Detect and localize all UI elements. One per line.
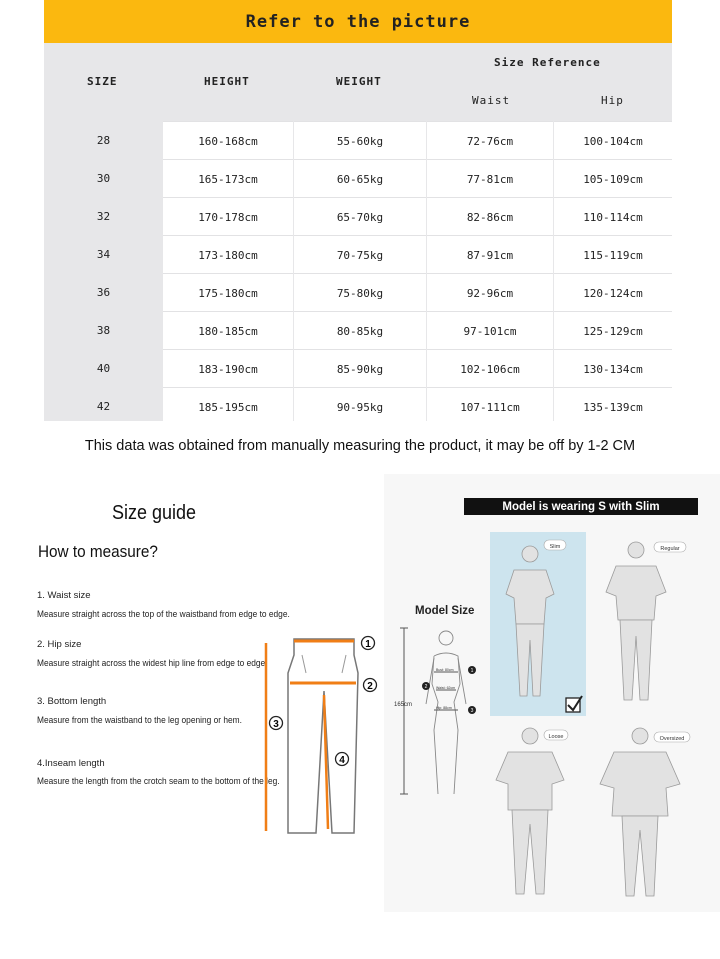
- height-cell: 160-168cm: [163, 121, 293, 160]
- table-row: [44, 311, 672, 349]
- banner-title: Refer to the picture: [245, 11, 471, 32]
- step-hip-title: 2. Hip size: [37, 639, 82, 650]
- height-cell: 175-180cm: [163, 273, 293, 312]
- header-waist: Waist: [472, 94, 511, 107]
- header-height: HEIGHT: [204, 75, 250, 88]
- size-guide: [0, 478, 380, 898]
- fit-regular-label: Regular: [660, 546, 680, 552]
- oversized-figure: [600, 728, 680, 896]
- size-cell: 36: [96, 285, 111, 299]
- model-figures: [384, 524, 720, 912]
- header-weight: WEIGHT: [336, 75, 382, 88]
- waist-cell: 97-101cm: [427, 311, 553, 350]
- size-cell: 30: [96, 171, 111, 185]
- hip-cell: 110-114cm: [554, 197, 672, 236]
- body-marker-3-label: 3: [470, 708, 474, 714]
- weight-cell: 75-80kg: [294, 273, 426, 312]
- body-marker-1-label: 1: [470, 668, 474, 674]
- table-row: [44, 349, 672, 387]
- height-cell: 185-195cm: [163, 387, 293, 426]
- marker-2-label: 2: [367, 681, 373, 692]
- model-badge: Model is wearing S with Slim: [464, 498, 698, 515]
- fit-slim-label: Slim: [549, 544, 561, 550]
- size-cell: 28: [96, 133, 111, 147]
- step-waist-desc: Measure straight across the top of the waistband from edge to edge.: [37, 609, 290, 620]
- model-height-label: 165cm: [394, 702, 413, 708]
- loose-figure: [496, 728, 564, 894]
- size-guide-title: Size guide: [112, 502, 197, 524]
- pants-diagram: [258, 633, 380, 843]
- height-cell: 173-180cm: [163, 235, 293, 274]
- waist-cell: 82-86cm: [427, 197, 553, 236]
- step-waist-title: 1. Waist size: [37, 590, 91, 601]
- hip-cell: 105-109cm: [554, 159, 672, 198]
- waist-cell: 102-106cm: [427, 349, 553, 388]
- hip-cell: 130-134cm: [554, 349, 672, 388]
- height-cell: 180-185cm: [163, 311, 293, 350]
- weight-cell: 80-85kg: [294, 311, 426, 350]
- hip-cell: 135-139cm: [554, 387, 672, 426]
- weight-cell: 70-75kg: [294, 235, 426, 274]
- size-cell: 38: [96, 323, 111, 337]
- fit-loose-label: Loose: [548, 734, 564, 740]
- waist-cell: 92-96cm: [427, 273, 553, 312]
- hip-cell: 100-104cm: [554, 121, 672, 160]
- body-marker-2-label: 2: [424, 684, 428, 690]
- header-size: SIZE: [87, 75, 118, 88]
- header-size-reference: Size Reference: [494, 56, 601, 69]
- marker-3-label: 3: [273, 719, 279, 730]
- measurement-note: This data was obtained from manually measuring the product, it may be off by 1-2 CM: [84, 438, 636, 454]
- size-cell: 32: [96, 209, 111, 223]
- size-table: [44, 43, 672, 421]
- hip-cell: 120-124cm: [554, 273, 672, 312]
- size-cell: 34: [96, 247, 111, 261]
- regular-figure: [606, 542, 666, 700]
- table-row: [44, 121, 672, 159]
- table-row: [44, 235, 672, 273]
- header-hip: Hip: [601, 94, 624, 107]
- waist-cell: 72-76cm: [427, 121, 553, 160]
- bust-label: Bust: 80cm: [436, 668, 454, 672]
- how-to-measure-title: How to measure?: [38, 542, 158, 561]
- size-cell: 42: [96, 399, 111, 413]
- pants-outline: [288, 639, 358, 833]
- hip-label: Hip: 88cm: [436, 706, 452, 710]
- table-row: [44, 197, 672, 235]
- step-bottom-title: 3. Bottom length: [37, 696, 107, 707]
- marker-4-label: 4: [339, 755, 345, 766]
- weight-cell: 90-95kg: [294, 387, 426, 426]
- weight-cell: 65-70kg: [294, 197, 426, 236]
- step-hip-desc: Measure straight across the widest hip line from edge to edge.: [37, 658, 268, 669]
- waist-cell: 77-81cm: [427, 159, 553, 198]
- model-size-figure: [426, 631, 466, 794]
- weight-cell: 60-65kg: [294, 159, 426, 198]
- table-row: [44, 387, 672, 425]
- height-cell: 170-178cm: [163, 197, 293, 236]
- size-cell: 40: [96, 361, 111, 375]
- header-banner: [44, 0, 672, 43]
- height-cell: 165-173cm: [163, 159, 293, 198]
- waist-label: Waist: 62cm: [436, 686, 456, 690]
- step-inseam-title: 4.Inseam length: [37, 758, 105, 769]
- height-cell: 183-190cm: [163, 349, 293, 388]
- model-size-panel: [384, 474, 720, 912]
- weight-cell: 55-60kg: [294, 121, 426, 160]
- hip-cell: 125-129cm: [554, 311, 672, 350]
- waist-cell: 87-91cm: [427, 235, 553, 274]
- hip-cell: 115-119cm: [554, 235, 672, 274]
- waist-cell: 107-111cm: [427, 387, 553, 426]
- step-inseam-desc: Measure the length from the crotch seam to the bottom of the leg.: [37, 776, 280, 787]
- model-size-title: Model Size: [415, 605, 475, 617]
- marker-1-label: 1: [365, 639, 371, 650]
- step-bottom-desc: Measure from the waistband to the leg opening or hem.: [37, 715, 242, 726]
- fit-oversized-label: Oversized: [659, 736, 685, 742]
- table-row: [44, 159, 672, 197]
- table-row: [44, 273, 672, 311]
- weight-cell: 85-90kg: [294, 349, 426, 388]
